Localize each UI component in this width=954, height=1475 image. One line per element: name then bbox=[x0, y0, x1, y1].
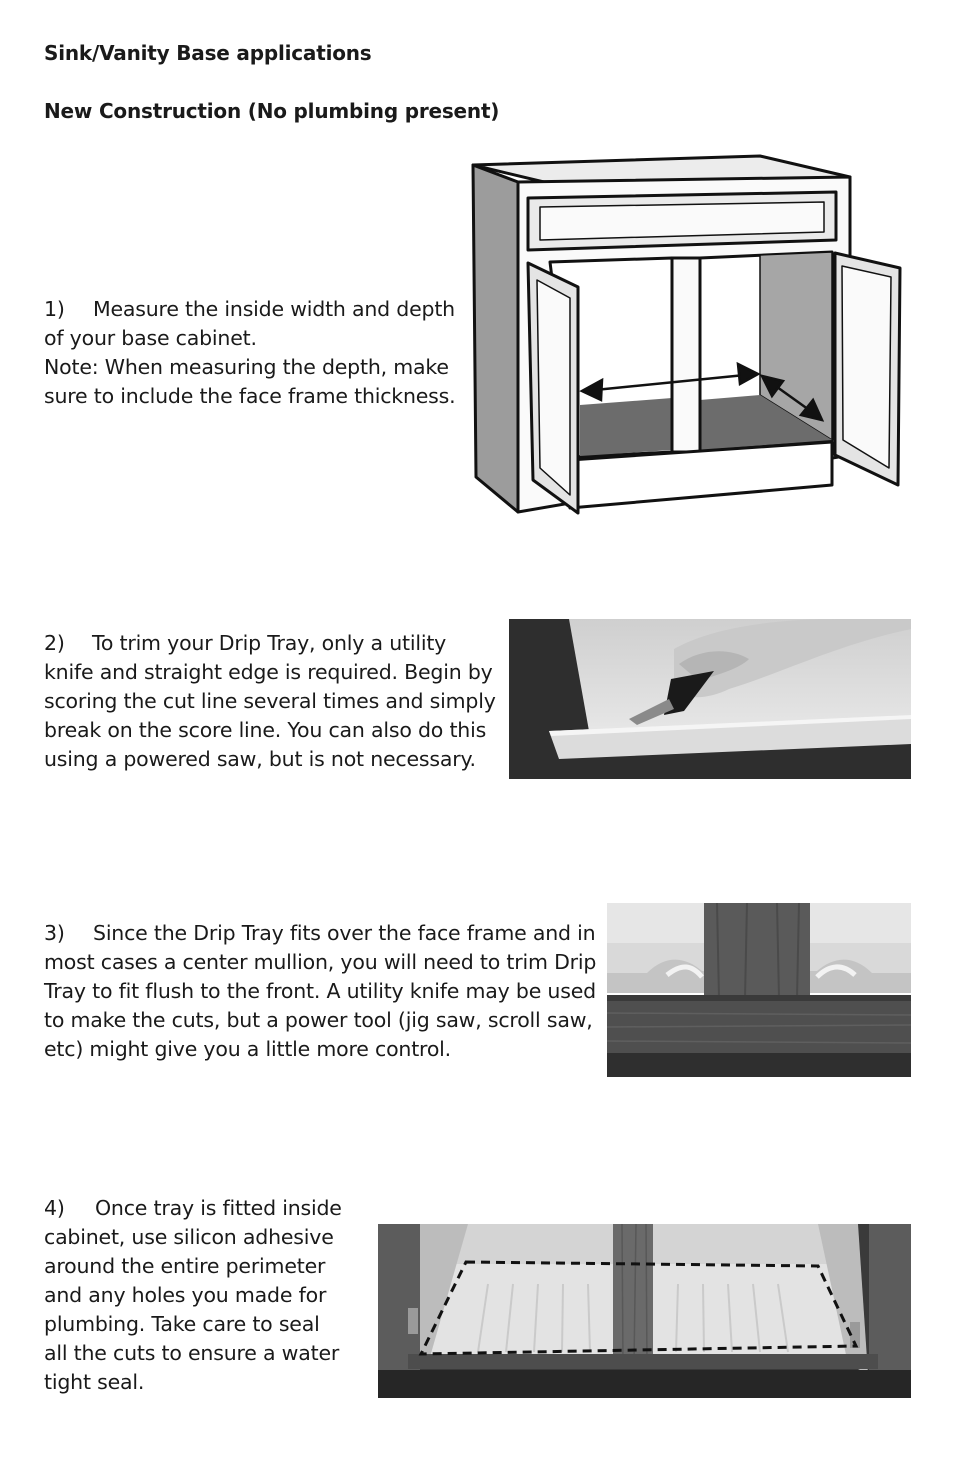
mullion-photo bbox=[607, 903, 911, 1077]
step-number: 2) bbox=[44, 631, 65, 655]
step-1-line: 1) Measure the inside width and depth bbox=[44, 295, 464, 324]
page-subtitle: New Construction (No plumbing present) bbox=[44, 99, 500, 123]
step-2-line: 2) To trim your Drip Tray, only a utility bbox=[44, 629, 504, 658]
step-3-line: most cases a center mullion, you will need to trim Drip bbox=[44, 950, 597, 974]
step-number: 4) bbox=[44, 1196, 65, 1220]
step-1-line: Note: When measuring the depth, make bbox=[44, 355, 449, 379]
sealed-tray-image bbox=[378, 1224, 911, 1398]
step-number: 3) bbox=[44, 921, 65, 945]
step-4-line: 4) Once tray is fitted inside bbox=[44, 1194, 344, 1223]
step-1-line: of your base cabinet. bbox=[44, 326, 257, 350]
step-3-line: Tray to fit flush to the front. A utility knife may be used bbox=[44, 979, 596, 1003]
utility-knife-image bbox=[509, 619, 911, 779]
step-2-line: break on the score line. You can also do this bbox=[44, 718, 487, 742]
step-2-text bbox=[44, 629, 504, 774]
step-number: 1) bbox=[44, 297, 65, 321]
step-4-line: tight seal. bbox=[44, 1370, 145, 1394]
step-4-text bbox=[44, 1194, 344, 1397]
step-1-text bbox=[44, 295, 464, 411]
step-4-line: all the cuts to ensure a water bbox=[44, 1341, 340, 1365]
step-4-line: cabinet, use silicon adhesive bbox=[44, 1225, 334, 1249]
mullion-image bbox=[607, 903, 911, 1077]
step-4-line: around the entire perimeter bbox=[44, 1254, 326, 1278]
cabinet-diagram bbox=[470, 150, 910, 520]
step-3-line: 3) Since the Drip Tray fits over the face frame and in bbox=[44, 919, 604, 948]
step-3-line: to make the cuts, but a power tool (jig saw, scroll saw, bbox=[44, 1008, 593, 1032]
sealed-tray-photo bbox=[378, 1224, 911, 1398]
step-2-line: using a powered saw, but is not necessary. bbox=[44, 747, 476, 771]
step-1-line: sure to include the face frame thickness. bbox=[44, 384, 456, 408]
step-4-line: and any holes you made for bbox=[44, 1283, 327, 1307]
step-2-line: knife and straight edge is required. Begin by bbox=[44, 660, 493, 684]
page-title: Sink/Vanity Base applications bbox=[44, 41, 372, 65]
step-3-line: etc) might give you a little more control. bbox=[44, 1037, 451, 1061]
utility-knife-photo bbox=[509, 619, 911, 779]
step-4-line: plumbing. Take care to seal bbox=[44, 1312, 320, 1336]
cabinet-illustration bbox=[470, 150, 910, 520]
step-2-line: scoring the cut line several times and simply bbox=[44, 689, 496, 713]
step-3-text bbox=[44, 919, 604, 1064]
